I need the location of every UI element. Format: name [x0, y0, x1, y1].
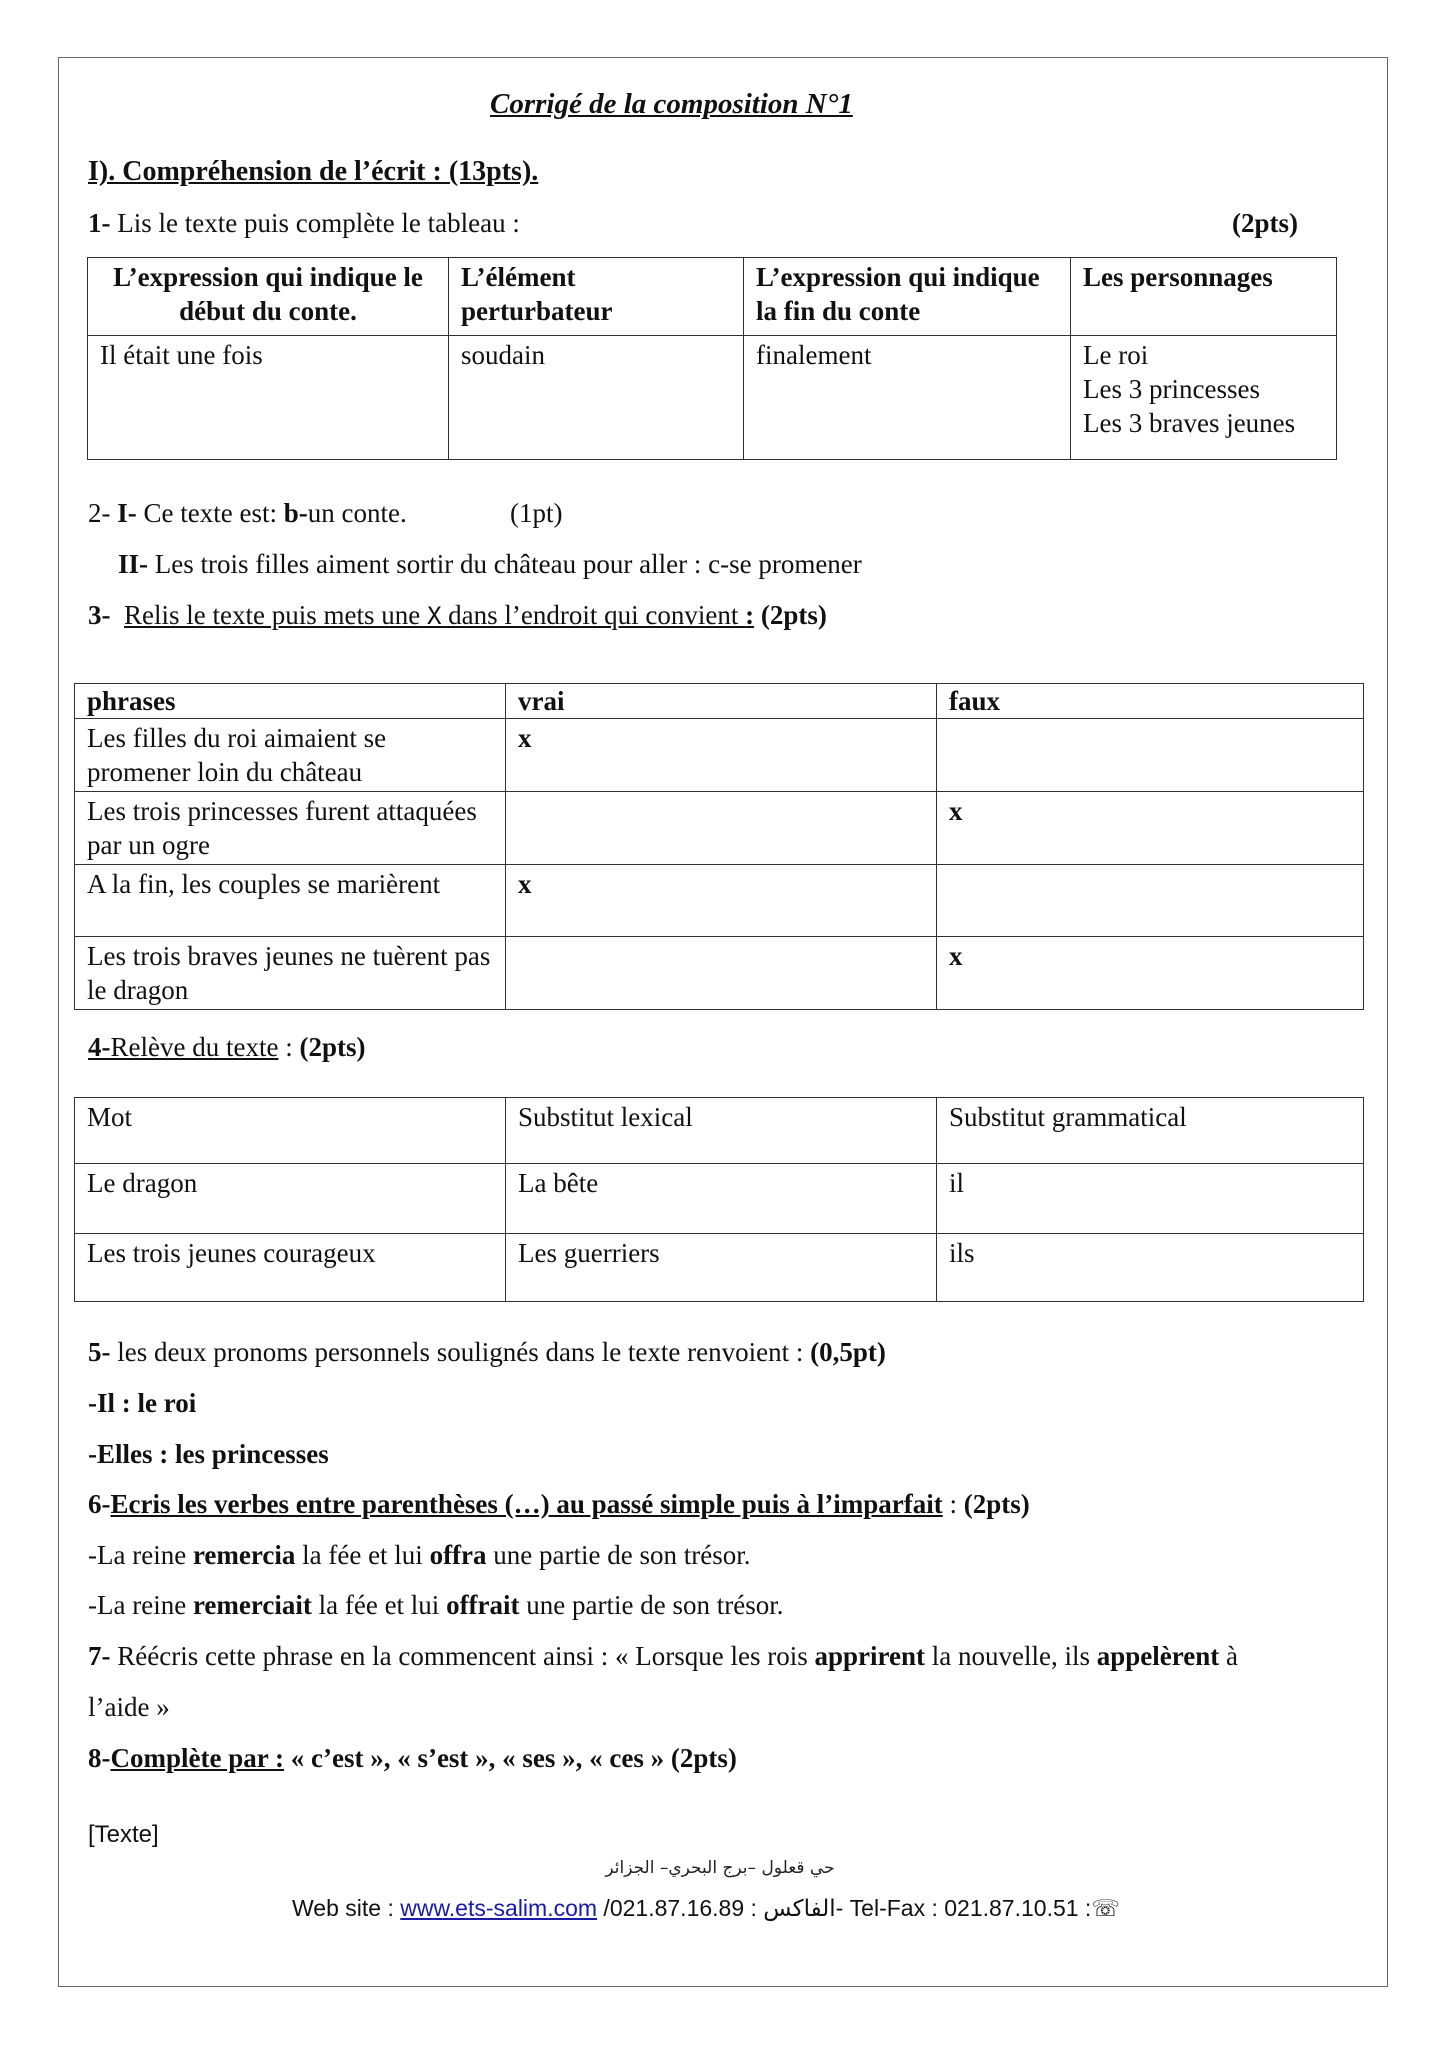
faux-cell	[937, 865, 1364, 937]
part-label: I-	[117, 498, 137, 528]
character-item: Le roi	[1083, 340, 1149, 370]
answer-line	[88, 1538, 750, 1572]
table-cell: Les trois jeunes courageux	[75, 1234, 506, 1302]
table-cell: Le dragon	[75, 1164, 506, 1234]
answer-text: une partie de son trésor.	[519, 1590, 784, 1620]
question-4-label	[88, 1032, 278, 1062]
question-5	[88, 1335, 886, 1369]
table-cell: La bête	[506, 1164, 937, 1234]
vrai-cell	[506, 937, 937, 1010]
table-cell: ils	[937, 1234, 1364, 1302]
question-5-points: (0,5pt)	[810, 1337, 886, 1367]
question-3	[88, 598, 827, 633]
verb: remerciait	[192, 1590, 312, 1620]
verb: offrait	[446, 1590, 520, 1620]
question-1-number: 1-	[88, 208, 111, 238]
answer-text: une partie de son trésor.	[486, 1540, 751, 1570]
instruction-text: Relis le texte puis mets une	[124, 600, 427, 630]
website-link[interactable]: www.ets-salim.com	[400, 1895, 598, 1921]
faux-cell	[937, 719, 1364, 792]
table-row	[88, 336, 1337, 460]
question-2-number: 2-	[88, 498, 111, 528]
table-cell: finalement	[744, 336, 1071, 460]
answer-text: -La reine	[88, 1590, 193, 1620]
fax-number: /021.87.16.89 : الفاكس	[597, 1895, 836, 1921]
answer-text: la fée et lui	[295, 1540, 430, 1570]
true-false-table	[74, 683, 1364, 1010]
answer-letter: b-	[283, 498, 308, 528]
question-2-part-2	[118, 547, 862, 581]
table-header-cell: L’élément perturbateur	[449, 258, 744, 336]
part-text: Ce texte est:	[136, 498, 284, 528]
question-6-text: Ecris les verbes entre parenthèses (…) au passé simple puis à l’imparfait	[110, 1489, 943, 1519]
part-label: II-	[118, 549, 149, 579]
substitutes-table	[74, 1097, 1364, 1302]
table-header-row	[75, 1098, 1364, 1164]
x-mark: X	[426, 602, 442, 630]
faux-cell: x	[937, 792, 1364, 865]
table-header-cell: L’expression qui indique le début du conte.	[88, 258, 449, 336]
vrai-cell: x	[506, 719, 937, 792]
tel-fax-number: - Tel-Fax : 021.87.10.51 :	[835, 1895, 1092, 1921]
verb: offra	[429, 1540, 487, 1570]
instruction-colon: :	[745, 600, 755, 630]
table-row	[75, 1234, 1364, 1302]
question-7	[88, 1639, 1238, 1673]
answer-line: -Il : le roi	[88, 1388, 197, 1418]
table-header-cell: Substitut grammatical	[937, 1098, 1364, 1164]
footer-placeholder: [Texte]	[88, 1821, 159, 1848]
web-label: Web site :	[292, 1895, 401, 1921]
table-cell: il	[937, 1164, 1364, 1234]
question-5-number: 5-	[88, 1337, 111, 1367]
footer-contact	[292, 1895, 1120, 1922]
question-8-options: « c’est », « s’est », « ses », « ces » (2pts)	[283, 1743, 737, 1773]
table-header-cell: vrai	[506, 684, 937, 719]
question-2-part-1	[88, 496, 407, 530]
question-4	[88, 1030, 365, 1064]
question-3-points: (2pts)	[754, 600, 827, 630]
question-6-number: 6-	[88, 1489, 111, 1519]
character-item: Les 3 princesses	[1083, 374, 1260, 404]
table-header-cell: faux	[937, 684, 1364, 719]
table-row	[75, 865, 1364, 937]
question-7-text: la nouvelle, ils	[925, 1641, 1097, 1671]
question-8	[88, 1741, 737, 1775]
table-header-cell: Les personnages	[1071, 258, 1337, 336]
question-2-points: (1pt)	[510, 498, 563, 528]
part-text: Les trois filles aiment sortir du château pour aller :	[148, 549, 709, 579]
vrai-cell: x	[506, 865, 937, 937]
question-3-text	[124, 600, 754, 630]
table-header-cell: Mot	[75, 1098, 506, 1164]
table-cell: soudain	[449, 336, 744, 460]
phrase-cell: A la fin, les couples se marièrent	[75, 865, 506, 937]
table-header-row	[88, 258, 1337, 336]
answer-line: -Elles : les princesses	[88, 1439, 329, 1469]
answer-text: la fée et lui	[311, 1590, 447, 1620]
question-8-number: 8-	[88, 1743, 111, 1773]
question-7-continuation: l’aide »	[88, 1692, 170, 1722]
table-header-cell: phrases	[75, 684, 506, 719]
question-1-points: (2pts)	[1232, 208, 1298, 238]
verb: apprirent	[814, 1641, 926, 1671]
table-header-row	[75, 684, 1364, 719]
character-item: Les 3 braves jeunes	[1083, 408, 1296, 438]
question-7-text: à	[1219, 1641, 1238, 1671]
table-cell: Les guerriers	[506, 1234, 937, 1302]
question-4-points: (2pts)	[299, 1032, 366, 1062]
phone-icon: ☏	[1091, 1895, 1121, 1921]
answer-text: un conte.	[307, 498, 407, 528]
question-6	[88, 1487, 1030, 1521]
answer-text: -La reine	[88, 1540, 193, 1570]
faux-cell: x	[937, 937, 1364, 1010]
instruction-text: dans l’endroit qui convient	[441, 600, 746, 630]
footer-address: حي قعلول –برج البحري– الجزائر	[605, 1858, 835, 1878]
phrase-cell: Les trois princesses furent attaquées par un ogre	[75, 792, 506, 865]
page-title: Corrigé de la composition N°1	[490, 88, 853, 120]
question-3-number: 3-	[88, 600, 111, 630]
question-4-number: 4-	[88, 1032, 111, 1062]
verb: appelèrent	[1096, 1641, 1220, 1671]
verb: remercia	[192, 1540, 296, 1570]
vrai-cell	[506, 792, 937, 865]
points-separator: :	[942, 1489, 964, 1519]
question-1	[88, 206, 520, 240]
phrase-cell: Les filles du roi aimaient se promener loin du château	[75, 719, 506, 792]
table-header-cell: Substitut lexical	[506, 1098, 937, 1164]
table-cell: Il était une fois	[88, 336, 449, 460]
table-header-cell: L’expression qui indique la fin du conte	[744, 258, 1071, 336]
characters-cell	[1071, 336, 1337, 460]
question-7-number: 7-	[88, 1641, 111, 1671]
question-1-text: Lis le texte puis complète le tableau :	[110, 208, 520, 238]
answer-text: c-se promener	[708, 549, 862, 579]
table-row	[75, 792, 1364, 865]
table-row	[75, 719, 1364, 792]
table-row	[75, 1164, 1364, 1234]
question-4-text: Relève du texte	[110, 1032, 279, 1062]
answer-line	[88, 1588, 783, 1622]
section-heading: I). Compréhension de l’écrit : (13pts).	[88, 156, 539, 187]
story-structure-table	[87, 257, 1337, 460]
phrase-cell: Les trois braves jeunes ne tuèrent pas le dragon	[75, 937, 506, 1010]
question-7-text: Réécris cette phrase en la commencent ainsi : « Lorsque les rois	[110, 1641, 815, 1671]
question-5-text: les deux pronoms personnels soulignés dans le texte renvoient :	[110, 1337, 811, 1367]
table-row	[75, 937, 1364, 1010]
question-6-points: (2pts)	[963, 1489, 1030, 1519]
question-8-text: Complète par :	[110, 1743, 284, 1773]
points-separator: :	[278, 1032, 300, 1062]
